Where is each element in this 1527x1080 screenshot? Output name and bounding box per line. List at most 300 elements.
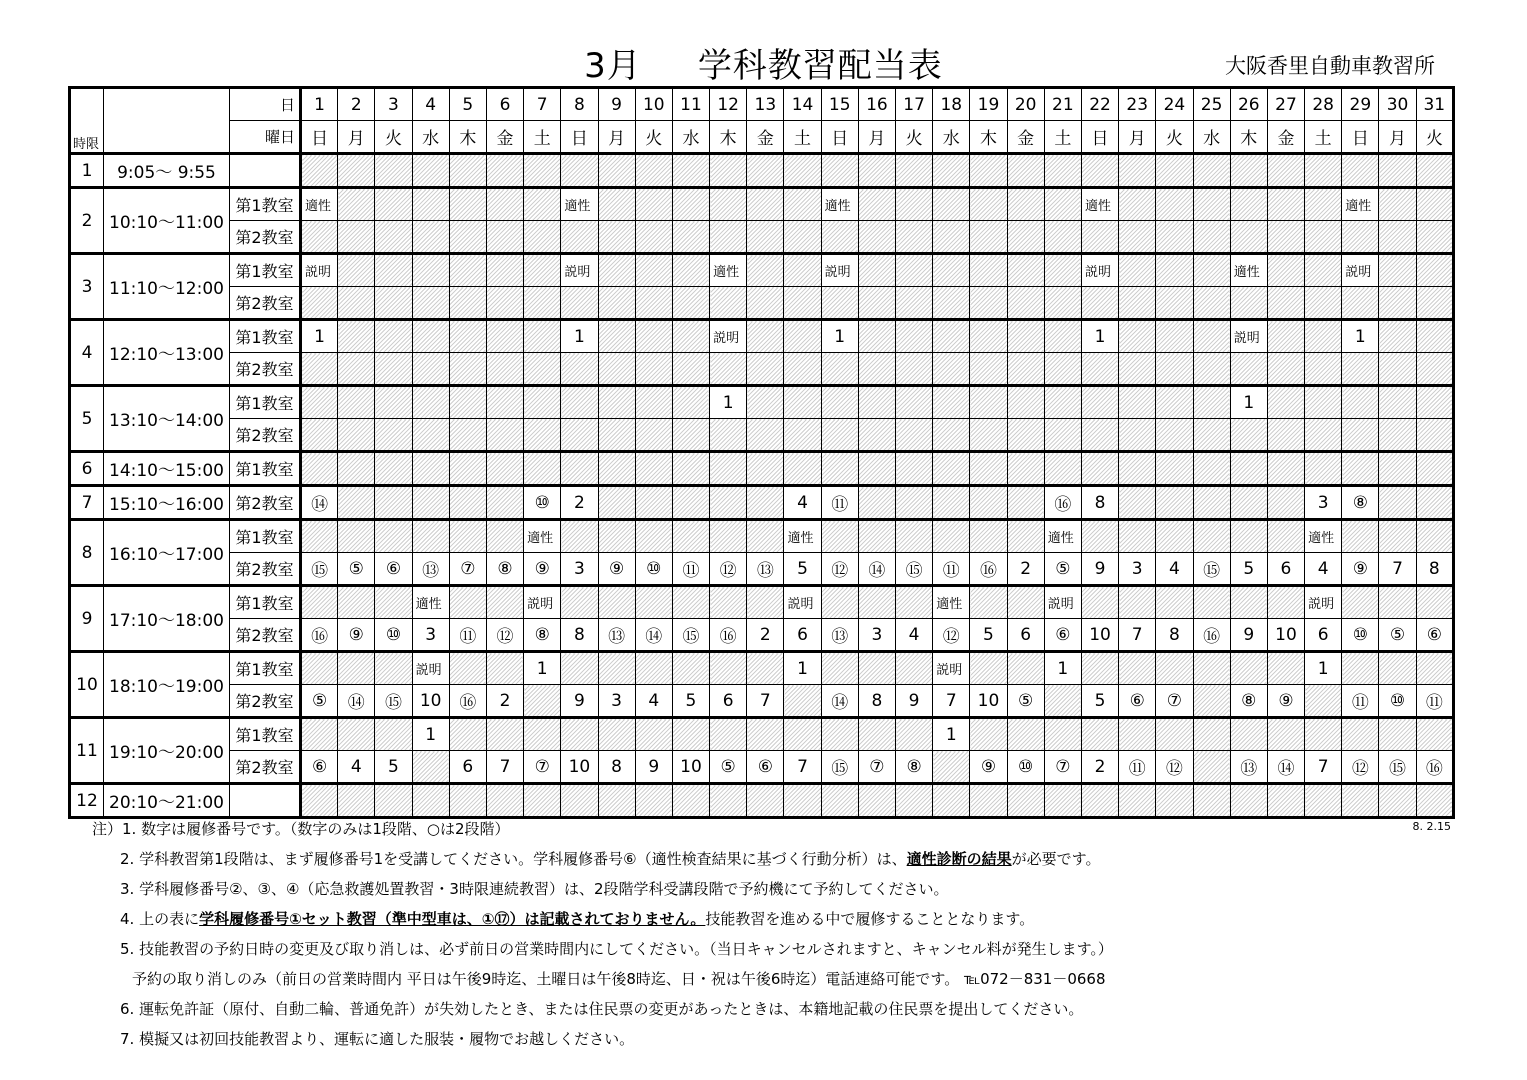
schedule-cell: [747, 419, 784, 452]
schedule-row: [70, 188, 1454, 221]
weekday-27: 金: [1267, 121, 1304, 154]
schedule-cell: ⑮: [672, 619, 709, 652]
schedule-cell: [1156, 586, 1193, 619]
schedule-cell: [1119, 718, 1156, 751]
schedule-cell: [1193, 386, 1230, 419]
schedule-cell: [486, 188, 523, 221]
schedule-cell: [449, 452, 486, 486]
day-15: 15: [821, 88, 858, 121]
schedule-cell: [970, 486, 1007, 520]
schedule-cell: [1342, 287, 1379, 320]
day-24: 24: [1156, 88, 1193, 121]
schedule-cell: [747, 353, 784, 386]
schedule-cell: [747, 586, 784, 619]
schedule-cell: [1081, 154, 1118, 188]
schedule-cell: [896, 386, 933, 419]
schedule-cell: [1156, 486, 1193, 520]
schedule-cell: [412, 452, 449, 486]
schedule-row: [70, 751, 1454, 784]
schedule-cell: [1119, 586, 1156, 619]
schedule-cell: [896, 586, 933, 619]
schedule-cell: [1193, 486, 1230, 520]
schedule-cell: [1305, 221, 1342, 254]
schedule-cell: [672, 718, 709, 751]
schedule-cell: ⑮: [896, 553, 933, 586]
schedule-cell: [1267, 320, 1304, 353]
schedule-cell: ⑫: [486, 619, 523, 652]
schedule-cell: ⑨: [598, 553, 635, 586]
schedule-cell: [635, 419, 672, 452]
schedule-cell: [710, 784, 747, 818]
schedule-cell: [1156, 188, 1193, 221]
schedule-cell: ⑦: [449, 553, 486, 586]
schedule-cell: [1119, 221, 1156, 254]
schedule-cell: 7: [784, 751, 821, 784]
day-22: 22: [1081, 88, 1118, 121]
schedule-cell: ⑭: [338, 685, 375, 718]
schedule-cell: ⑫: [1342, 751, 1379, 784]
schedule-cell: [1230, 520, 1267, 553]
schedule-cell: [672, 320, 709, 353]
schedule-cell: [412, 784, 449, 818]
schedule-cell: [1379, 784, 1416, 818]
schedule-cell: 4: [1305, 553, 1342, 586]
schedule-cell: [524, 419, 561, 452]
schedule-cell: [1230, 154, 1267, 188]
schedule-cell: [635, 353, 672, 386]
weekday-4: 水: [412, 121, 449, 154]
schedule-cell: [1044, 386, 1081, 419]
schedule-cell: 3: [1119, 553, 1156, 586]
schedule-cell: [896, 188, 933, 221]
period-time: 10:10～11:00: [104, 188, 230, 254]
schedule-cell: 適性: [1230, 254, 1267, 287]
schedule-row: [70, 718, 1454, 751]
schedule-cell: [524, 685, 561, 718]
schedule-cell: [1156, 718, 1193, 751]
schedule-cell: [896, 353, 933, 386]
note-5: 5. 技能教習の予約日時の変更及び取り消しは、必ず前日の営業時間内にしてください。（当日キャンセルされますと、キャンセル料が発生します。）: [120, 940, 1113, 958]
schedule-cell: 2: [561, 486, 598, 520]
schedule-cell: 3: [561, 553, 598, 586]
schedule-cell: [1044, 784, 1081, 818]
schedule-cell: 8: [1416, 553, 1453, 586]
schedule-cell: [1305, 718, 1342, 751]
schedule-cell: [672, 520, 709, 553]
weekday-13: 金: [747, 121, 784, 154]
schedule-cell: [375, 652, 412, 685]
schedule-cell: [710, 287, 747, 320]
schedule-cell: [1044, 254, 1081, 287]
schedule-cell: [1007, 320, 1044, 353]
room-label: 第1教室: [230, 188, 301, 221]
schedule-cell: [896, 520, 933, 553]
schedule-cell: [1305, 154, 1342, 188]
schedule-cell: [1379, 221, 1416, 254]
schedule-cell: [1007, 652, 1044, 685]
schedule-cell: [635, 320, 672, 353]
schedule-cell: [1193, 751, 1230, 784]
schedule-cell: ⑮: [375, 685, 412, 718]
schedule-cell: 1: [412, 718, 449, 751]
schedule-cell: ⑩: [524, 486, 561, 520]
schedule-cell: [1119, 652, 1156, 685]
schedule-cell: [1044, 353, 1081, 386]
schedule-cell: ⑮: [821, 751, 858, 784]
schedule-cell: 4: [896, 619, 933, 652]
schedule-cell: ⑭: [301, 486, 338, 520]
schedule-cell: ⑮: [301, 553, 338, 586]
schedule-cell: [338, 586, 375, 619]
schedule-cell: ⑦: [858, 751, 895, 784]
room-label: 第2教室: [230, 553, 301, 586]
schedule-cell: [970, 254, 1007, 287]
schedule-cell: 6: [449, 751, 486, 784]
schedule-cell: [1305, 287, 1342, 320]
schedule-cell: [598, 254, 635, 287]
day-14: 14: [784, 88, 821, 121]
schedule-cell: 4: [635, 685, 672, 718]
schedule-cell: [1342, 652, 1379, 685]
schedule-cell: 10: [672, 751, 709, 784]
schedule-cell: [1007, 586, 1044, 619]
schedule-cell: [598, 586, 635, 619]
schedule-cell: ⑤: [1044, 553, 1081, 586]
schedule-cell: 6: [1267, 553, 1304, 586]
schedule-cell: [449, 486, 486, 520]
day-30: 30: [1379, 88, 1416, 121]
schedule-cell: [672, 452, 709, 486]
schedule-cell: 適性: [561, 188, 598, 221]
schedule-cell: [747, 452, 784, 486]
schedule-cell: [1044, 718, 1081, 751]
room-label: 第1教室: [230, 718, 301, 751]
schedule-row: [70, 520, 1454, 553]
schedule-cell: [338, 718, 375, 751]
schedule-cell: [486, 586, 523, 619]
schedule-cell: ⑮: [1379, 751, 1416, 784]
schedule-cell: [784, 221, 821, 254]
schedule-cell: [1119, 452, 1156, 486]
schedule-cell: [858, 652, 895, 685]
schedule-cell: [412, 386, 449, 419]
schedule-cell: 1: [821, 320, 858, 353]
day-6: 6: [486, 88, 523, 121]
schedule-cell: [1193, 685, 1230, 718]
note-2: [120, 848, 1100, 869]
schedule-cell: [710, 486, 747, 520]
schedule-cell: [970, 520, 1007, 553]
schedule-cell: [1267, 188, 1304, 221]
schedule-cell: [858, 386, 895, 419]
schedule-cell: ⑯: [1044, 486, 1081, 520]
schedule-cell: [1416, 586, 1453, 619]
schedule-cell: [1193, 586, 1230, 619]
schedule-cell: [784, 254, 821, 287]
schedule-cell: [1007, 188, 1044, 221]
time-header: [104, 88, 230, 154]
schedule-cell: [896, 221, 933, 254]
schedule-cell: [858, 586, 895, 619]
schedule-cell: [1305, 353, 1342, 386]
schedule-cell: ⑥: [301, 751, 338, 784]
schedule-cell: [970, 221, 1007, 254]
day-13: 13: [747, 88, 784, 121]
schedule-cell: [301, 452, 338, 486]
schedule-cell: [301, 386, 338, 419]
schedule-cell: [821, 452, 858, 486]
schedule-cell: 1: [1230, 386, 1267, 419]
schedule-cell: [1342, 154, 1379, 188]
note-6: 6. 運転免許証（原付、自動二輪、普通免許）が失効したとき、または住民票の変更があったときは、本籍地記載の住民票を提出してください。: [120, 1000, 1084, 1018]
schedule-cell: [1119, 419, 1156, 452]
schedule-cell: 3: [412, 619, 449, 652]
schedule-cell: [970, 154, 1007, 188]
weekday-10: 火: [635, 121, 672, 154]
day-29: 29: [1342, 88, 1379, 121]
schedule-cell: ⑯: [710, 619, 747, 652]
schedule-cell: [672, 221, 709, 254]
schedule-cell: [375, 784, 412, 818]
schedule-cell: [1119, 254, 1156, 287]
schedule-cell: [858, 353, 895, 386]
schedule-cell: 適性: [524, 520, 561, 553]
schedule-cell: 適性: [1081, 188, 1118, 221]
schedule-cell: [1416, 353, 1453, 386]
schedule-cell: [1342, 386, 1379, 419]
schedule-cell: 8: [561, 619, 598, 652]
schedule-cell: [896, 452, 933, 486]
day-3: 3: [375, 88, 412, 121]
schedule-cell: [672, 386, 709, 419]
note-2-c: が必要です。: [1011, 850, 1101, 868]
weekday-9: 月: [598, 121, 635, 154]
schedule-cell: [1342, 586, 1379, 619]
schedule-cell: [970, 320, 1007, 353]
schedule-cell: [672, 188, 709, 221]
schedule-cell: ⑭: [821, 685, 858, 718]
schedule-cell: [1267, 452, 1304, 486]
schedule-cell: 7: [1305, 751, 1342, 784]
schedule-cell: [1230, 784, 1267, 818]
schedule-cell: ⑯: [301, 619, 338, 652]
schedule-cell: [338, 452, 375, 486]
schedule-cell: [784, 154, 821, 188]
schedule-cell: [933, 419, 970, 452]
weekday-7: 土: [524, 121, 561, 154]
schedule-table: [68, 86, 1455, 819]
schedule-cell: [486, 486, 523, 520]
schedule-cell: [449, 419, 486, 452]
schedule-cell: ⑪: [1119, 751, 1156, 784]
schedule-cell: [1416, 188, 1453, 221]
schedule-cell: 説明: [1044, 586, 1081, 619]
schedule-cell: [486, 520, 523, 553]
schedule-cell: [970, 386, 1007, 419]
schedule-cell: 4: [784, 486, 821, 520]
schedule-cell: [561, 287, 598, 320]
weekday-8: 日: [561, 121, 598, 154]
schedule-cell: 3: [858, 619, 895, 652]
schedule-cell: [375, 154, 412, 188]
schedule-cell: ⑤: [338, 553, 375, 586]
schedule-cell: [1416, 386, 1453, 419]
weekday-15: 日: [821, 121, 858, 154]
schedule-cell: 説明: [933, 652, 970, 685]
schedule-cell: [1044, 452, 1081, 486]
schedule-cell: [896, 784, 933, 818]
title-month: 3月: [584, 46, 642, 86]
schedule-cell: [301, 154, 338, 188]
schedule-cell: [784, 784, 821, 818]
schedule-cell: 9: [635, 751, 672, 784]
schedule-cell: ⑤: [1379, 619, 1416, 652]
schedule-cell: [338, 287, 375, 320]
schedule-cell: ⑪: [1342, 685, 1379, 718]
period-number: 2: [70, 188, 104, 254]
schedule-cell: [896, 419, 933, 452]
period-time: 9:05～ 9:55: [104, 154, 230, 188]
schedule-cell: ⑧: [524, 619, 561, 652]
schedule-cell: [524, 452, 561, 486]
schedule-cell: [1193, 154, 1230, 188]
room-label: 第2教室: [230, 685, 301, 718]
period-number: 10: [70, 652, 104, 718]
schedule-cell: 説明: [1305, 586, 1342, 619]
schedule-cell: [1119, 486, 1156, 520]
schedule-cell: 3: [1305, 486, 1342, 520]
day-25: 25: [1193, 88, 1230, 121]
schedule-cell: [933, 784, 970, 818]
schedule-cell: [1230, 652, 1267, 685]
schedule-cell: [821, 520, 858, 553]
schedule-cell: [338, 221, 375, 254]
schedule-cell: [1230, 718, 1267, 751]
weekday-31: 火: [1416, 121, 1453, 154]
schedule-cell: [449, 784, 486, 818]
schedule-cell: [449, 320, 486, 353]
day-9: 9: [598, 88, 635, 121]
schedule-cell: [1379, 320, 1416, 353]
schedule-cell: [672, 154, 709, 188]
day-23: 23: [1119, 88, 1156, 121]
schedule-cell: [1193, 353, 1230, 386]
schedule-cell: [747, 718, 784, 751]
period-number: 8: [70, 520, 104, 586]
schedule-cell: 適性: [710, 254, 747, 287]
schedule-cell: ⑯: [449, 685, 486, 718]
schedule-cell: ⑬: [821, 619, 858, 652]
day-4: 4: [412, 88, 449, 121]
schedule-cell: ⑧: [1230, 685, 1267, 718]
schedule-row: [70, 486, 1454, 520]
schedule-cell: [896, 320, 933, 353]
schedule-cell: 適性: [301, 188, 338, 221]
schedule-cell: [1342, 784, 1379, 818]
schedule-cell: 4: [338, 751, 375, 784]
schedule-cell: [1267, 486, 1304, 520]
schedule-cell: 2: [1007, 553, 1044, 586]
schedule-cell: 説明: [412, 652, 449, 685]
schedule-cell: [1156, 520, 1193, 553]
room-label: 第1教室: [230, 320, 301, 353]
room-label: [230, 784, 301, 818]
period-time: 15:10～16:00: [104, 486, 230, 520]
schedule-cell: [1267, 520, 1304, 553]
schedule-cell: [1007, 520, 1044, 553]
schedule-cell: [598, 486, 635, 520]
schedule-cell: [858, 419, 895, 452]
room-label: 第2教室: [230, 751, 301, 784]
schedule-cell: [1119, 784, 1156, 818]
weekday-5: 木: [449, 121, 486, 154]
schedule-cell: [1156, 652, 1193, 685]
schedule-cell: [747, 386, 784, 419]
schedule-cell: ⑩: [1007, 751, 1044, 784]
schedule-cell: 説明: [710, 320, 747, 353]
schedule-cell: [1081, 287, 1118, 320]
schedule-cell: [1305, 320, 1342, 353]
schedule-cell: [635, 486, 672, 520]
room-label: 第2教室: [230, 221, 301, 254]
schedule-cell: [1267, 287, 1304, 320]
schedule-cell: [375, 386, 412, 419]
period-time: 11:10～12:00: [104, 254, 230, 320]
weekday-2: 月: [338, 121, 375, 154]
schedule-cell: [821, 586, 858, 619]
schedule-cell: ⑨: [524, 553, 561, 586]
schedule-cell: [970, 188, 1007, 221]
schedule-cell: [1342, 221, 1379, 254]
schedule-cell: ⑪: [672, 553, 709, 586]
schedule-cell: [710, 520, 747, 553]
schedule-row: [70, 784, 1454, 818]
schedule-cell: [1379, 652, 1416, 685]
schedule-cell: [561, 718, 598, 751]
schedule-cell: ⑨: [970, 751, 1007, 784]
day-19: 19: [970, 88, 1007, 121]
weekday-25: 水: [1193, 121, 1230, 154]
schedule-cell: [933, 154, 970, 188]
schedule-cell: [524, 784, 561, 818]
schedule-cell: 7: [1379, 553, 1416, 586]
note-5b: 予約の取り消しのみ（前日の営業時間内 平日は午後9時迄、土曜日は午後8時迄、日・祝は午後6時迄）電話連絡可能です。 ℡072－831－0668: [132, 970, 1106, 988]
day-20: 20: [1007, 88, 1044, 121]
schedule-cell: 7: [747, 685, 784, 718]
weekday-16: 月: [858, 121, 895, 154]
schedule-cell: [486, 320, 523, 353]
schedule-cell: [1193, 520, 1230, 553]
schedule-cell: [449, 188, 486, 221]
period-number: 12: [70, 784, 104, 818]
schedule-row: [70, 221, 1454, 254]
schedule-cell: 適性: [821, 188, 858, 221]
schedule-cell: [1193, 287, 1230, 320]
schedule-cell: 説明: [561, 254, 598, 287]
schedule-cell: [1081, 652, 1118, 685]
schedule-cell: ⑪: [933, 553, 970, 586]
schedule-cell: 1: [710, 386, 747, 419]
schedule-cell: [784, 287, 821, 320]
schedule-cell: [375, 221, 412, 254]
schedule-cell: [338, 320, 375, 353]
schedule-cell: [1007, 221, 1044, 254]
schedule-cell: [412, 254, 449, 287]
schedule-cell: [1081, 520, 1118, 553]
schedule-cell: [1119, 386, 1156, 419]
schedule-cell: [1119, 287, 1156, 320]
room-label: 第1教室: [230, 652, 301, 685]
